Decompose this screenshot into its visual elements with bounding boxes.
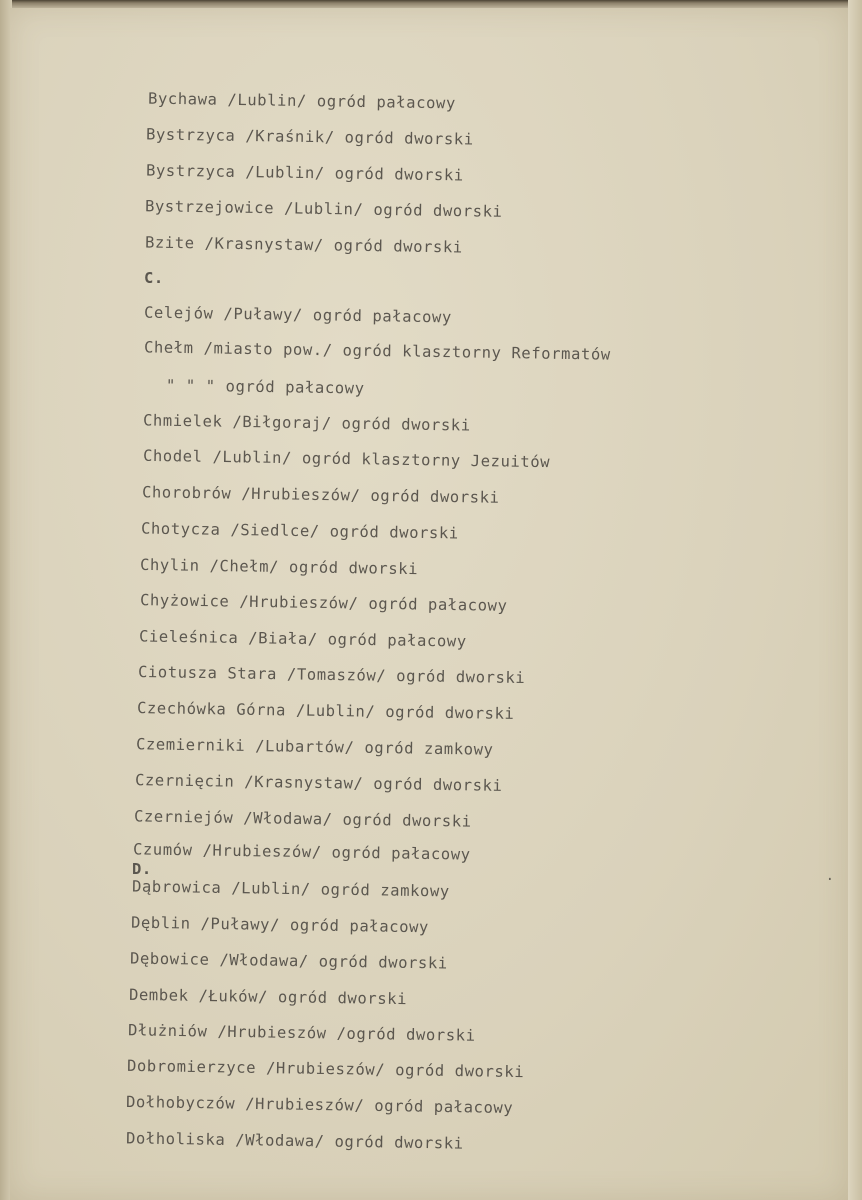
margin-dot: · [825,872,834,888]
list-item: Chorobrów /Hrubieszów/ ogród dworski [141,483,500,507]
section-letter-d: D. [132,860,152,878]
list-item: Bychawa /Lublin/ ogród pałacowy [147,89,457,113]
list-item: Bystrzejowice /Lublin/ ogród dworski [144,197,503,221]
list-item: Celejów /Puławy/ ogród pałacowy [143,303,453,327]
section-letter-c: C. [144,269,164,287]
list-item: Chotycza /Siedlce/ ogród dworski [140,519,459,543]
list-item: Dębowice /Włodawa/ ogród dworski [129,949,448,973]
list-item: Chełm /miasto pow./ ogród klasztorny Reformatów [143,338,611,364]
list-item: Dołhobyczów /Hrubieszów/ ogród pałacowy [125,1092,514,1118]
list-item: " " " ogród pałacowy [165,376,365,398]
list-item: Dłużniów /Hrubieszów /ogród dworski [127,1021,476,1045]
list-item: Czernięcin /Krasnystaw/ ogród dworski [134,771,503,795]
list-item: Bystrzyca /Lublin/ ogród dworski [145,161,464,185]
list-item: Dołholiska /Włodawa/ ogród dworski [125,1129,464,1153]
list-item: Chyżowice /Hrubieszów/ ogród pałacowy [139,591,508,615]
list-item: Chmielek /Biłgoraj/ ogród dworski [142,411,471,435]
list-item: Czerniejów /Włodawa/ ogród dworski [133,807,472,831]
paper-right-edge [848,0,862,1200]
list-item: Czumów /Hrubieszów/ ogród pałacowy [132,840,471,864]
list-item: Ciotusza Stara /Tomaszów/ ogród dworski [137,662,526,688]
list-item: Dąbrowica /Lublin/ ogród zamkowy [131,877,450,901]
list-item: Dęblin /Puławy/ ogród pałacowy [130,913,430,937]
list-item: Cieleśnica /Biała/ ogród pałacowy [138,627,467,651]
list-item: Czemierniki /Lubartów/ ogród zamkowy [135,735,494,759]
list-item: Bystrzyca /Kraśnik/ ogród dworski [145,125,474,149]
list-item: Czechówka Górna /Lublin/ ogród dworski [136,699,515,723]
list-item: Chylin /Chełm/ ogród dworski [139,555,419,579]
list-item: Dobromierzyce /Hrubieszów/ ogród dworski [126,1056,525,1082]
list-item: Dembek /Łuków/ ogród dworski [128,985,408,1009]
list-item: Chodel /Lublin/ ogród klasztorny Jezuitów [142,446,551,472]
list-item: Bzite /Krasnystaw/ ogród dworski [144,233,463,257]
